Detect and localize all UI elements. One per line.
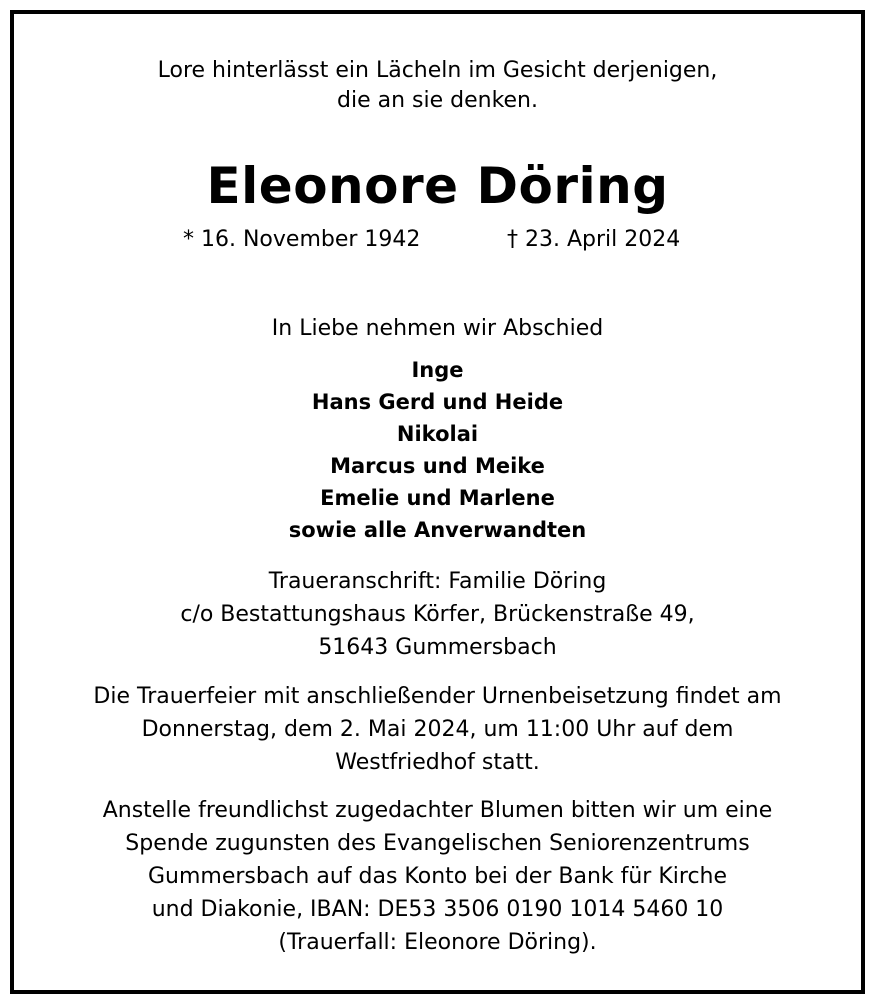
death-date: † 23. April 2024 xyxy=(507,227,681,252)
address-line: Traueranschrift: Familie Döring xyxy=(268,569,607,594)
mourner-name: Hans Gerd und Heide xyxy=(311,390,564,414)
donation-line: und Diakonie, IBAN: DE53 3506 0190 1014 5460 10 xyxy=(151,897,724,922)
mourner-name: Nikolai xyxy=(396,422,479,446)
farewell-intro: In Liebe nehmen wir Abschied xyxy=(271,316,604,341)
ceremony-line: Donnerstag, dem 2. Mai 2024, um 11:00 Uhr auf dem xyxy=(141,717,734,742)
birth-date: * 16. November 1942 xyxy=(183,227,421,252)
address-line: c/o Bestattungshaus Körfer, Brückenstraße 49, xyxy=(180,602,695,627)
motto-line-1: Lore hinterlässt ein Lächeln im Gesicht derjenigen, xyxy=(157,58,718,83)
deceased-name: Eleonore Döring xyxy=(206,157,669,215)
address-line: 51643 Gummersbach xyxy=(318,635,557,660)
mourner-name: Emelie und Marlene xyxy=(320,486,555,510)
mourner-name: sowie alle Anverwandten xyxy=(288,518,587,542)
ceremony-line: Die Trauerfeier mit anschließender Urnenbeisetzung findet am xyxy=(93,684,782,709)
donation-line: Anstelle freundlichst zugedachter Blumen bitten wir um eine xyxy=(102,798,773,823)
donation-line: Gummersbach auf das Konto bei der Bank für Kirche xyxy=(147,864,728,889)
ceremony-line: Westfriedhof statt. xyxy=(335,750,540,775)
donation-line: Spende zugunsten des Evangelischen Seniorenzentrums xyxy=(125,831,750,856)
mourner-name: Inge xyxy=(411,358,464,382)
mourner-name: Marcus und Meike xyxy=(330,454,545,478)
motto-line-2: die an sie denken. xyxy=(337,88,538,113)
donation-line: (Trauerfall: Eleonore Döring). xyxy=(278,930,597,955)
